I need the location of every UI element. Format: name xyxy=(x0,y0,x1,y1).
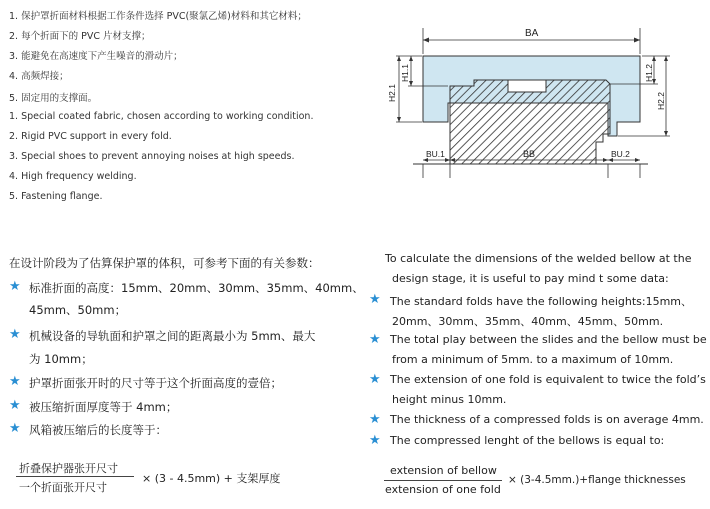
cn-formula-numerator: 折叠保护器张开尺寸 xyxy=(19,462,118,475)
feature-en-2: 2. Rigid PVC support in every fold. xyxy=(9,131,172,142)
label-h11: H1.1 xyxy=(400,64,410,82)
cn-item-2b: 为 10mm； xyxy=(29,352,93,366)
feature-en-4: 4. High frequency welding. xyxy=(9,171,137,182)
feature-en-3: 3. Special shoes to prevent annoying noises at high speeds. xyxy=(9,151,295,162)
en-formula-numerator: extension of bellow xyxy=(390,464,497,477)
star-icon: ★ xyxy=(369,292,381,307)
cn-item-1a: 标准折面的高度：15mm、20mm、30mm、35mm、40mm、 xyxy=(29,281,364,295)
en-item-2b: from a minimum of 5mm. to a maximum of 10mm. xyxy=(392,353,674,366)
star-icon: ★ xyxy=(369,433,381,448)
cn-formula-bar xyxy=(16,476,134,477)
star-icon: ★ xyxy=(369,372,381,387)
feature-en-5: 5. Fastening flange. xyxy=(9,191,103,202)
cn-item-1b: 45mm、50mm； xyxy=(29,303,127,317)
feature-cn-3: 3. 能避免在高速度下产生噪音的滑动片； xyxy=(9,51,183,62)
en-item-5: The compressed lenght of the bellows is equal to: xyxy=(390,434,665,447)
label-h12: H1.2 xyxy=(644,64,654,82)
cn-item-5: 风箱被压缩后的长度等于： xyxy=(29,423,167,437)
en-intro-2: design stage, it is useful to pay mind t some data: xyxy=(392,272,669,285)
cn-item-3: 护罩折面张开时的尺寸等于这个折面高度的壹倍； xyxy=(29,376,282,390)
slot xyxy=(508,80,546,92)
en-item-1a: The standard folds have the following heights:15mm、 xyxy=(390,295,693,308)
feature-cn-1: 1. 保护罩折面材料根据工作条件选择 PVC(聚氯乙烯)材料和其它材料； xyxy=(9,11,307,22)
label-bu1: BU.1 xyxy=(426,149,445,159)
cn-item-2a: 机械设备的导轨面和护罩之间的距离最小为 5mm、最大 xyxy=(29,329,316,343)
label-h22: H2.2 xyxy=(656,92,666,110)
star-icon: ★ xyxy=(9,421,21,436)
en-item-4: The thickness of a compressed folds is on average 4mm. xyxy=(390,413,704,426)
star-icon: ★ xyxy=(9,279,21,294)
en-formula-denominator: extension of one fold xyxy=(385,483,501,496)
en-item-1b: 20mm、30mm、35mm、40mm、45mm、50mm. xyxy=(392,315,664,328)
label-h21: H2.1 xyxy=(387,84,397,102)
feature-en-1: 1. Special coated fabric, chosen according to working condition. xyxy=(9,111,314,122)
star-icon: ★ xyxy=(369,412,381,427)
en-item-2a: The total play between the slides and the bellow must be xyxy=(390,333,707,346)
feature-cn-5: 5. 固定用的支撑面。 xyxy=(9,93,98,104)
star-icon: ★ xyxy=(9,327,21,342)
star-icon: ★ xyxy=(9,398,21,413)
cn-item-4: 被压缩折面厚度等于 4mm； xyxy=(29,400,178,414)
label-bu2: BU.2 xyxy=(611,149,630,159)
en-intro-1: To calculate the dimensions of the welded bellow at the xyxy=(385,252,692,265)
label-bb: BB xyxy=(523,149,536,159)
en-formula-tail: × (3-4.5mm.)+flange thicknesses xyxy=(508,474,686,486)
bellow-cross-section-diagram xyxy=(378,18,678,178)
cn-intro: 在设计阶段为了估算保护罩的体积，可参考下面的有关参数： xyxy=(9,256,320,270)
en-item-3b: height minus 10mm. xyxy=(392,393,507,406)
en-formula-bar xyxy=(384,480,502,481)
feature-cn-4: 4. 高频焊接； xyxy=(9,71,69,82)
en-item-3a: The extension of one fold is equivalent to twice the fold’s xyxy=(390,373,706,386)
star-icon: ★ xyxy=(9,374,21,389)
cn-formula-tail: × (3 - 4.5mm) + 支架厚度 xyxy=(142,472,281,485)
label-ba: BA xyxy=(525,28,539,39)
star-icon: ★ xyxy=(369,332,381,347)
feature-cn-2: 2. 每个折面下的 PVC 片材支撑； xyxy=(9,31,151,42)
cn-formula-denominator: 一个折面张开尺寸 xyxy=(19,481,107,494)
